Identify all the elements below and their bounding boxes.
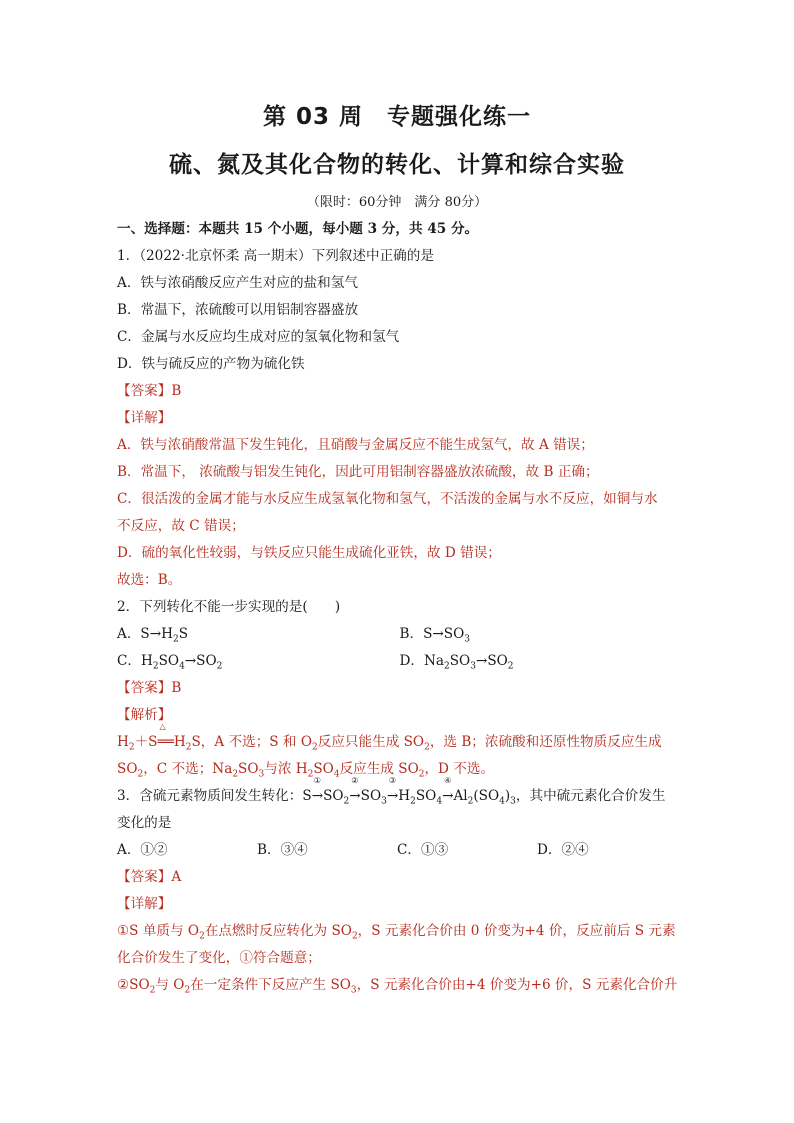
q1-conclusion: 故选：B。	[117, 572, 182, 588]
q3-detail-label: 【详解】	[117, 896, 172, 912]
heat-arrow-icon: △ ══	[157, 722, 174, 750]
q3-answer: 【答案】A	[117, 869, 182, 885]
title-line-2: 硫、氮及其化合物的转化、计算和综合实验	[169, 152, 625, 178]
q3-option-b: B．③④	[257, 842, 308, 858]
title-line-1: 第 03 周 专题强化练一	[262, 104, 532, 130]
q1-answer: 【答案】B	[117, 383, 182, 399]
reaction-arrow-icon: ④ →	[442, 776, 454, 804]
q1-detail-a: A．铁与浓硝酸常温下发生钝化，且硝酸与金属反应不能生成氢气，故 A 错误；	[117, 437, 594, 453]
q3-detail-1: ①S 单质与 $O_2$在点燃时反应转化为 $SO_2$，S 元素化合价由 0 价变为+4 价，反应前后 S 元素	[117, 923, 676, 942]
q1-option-c: C．金属与水反应均生成对应的氢氧化物和氢气	[117, 329, 400, 345]
q3-stem: 3．含硫元素物质间发生转化：S ① $\to SO_2$ ② $\to SO_3$ ③ $\to H_2SO_4$ ④ $\to Al_2(SO_4)_3$，其中硫元素化合价发生	[117, 783, 682, 810]
q2-options-row1	[117, 621, 682, 648]
q1-detail-b: B．常温下， 浓硫酸与铝发生钝化，因此可用铝制容器盛放浓硫酸，故 B 正确；	[117, 464, 599, 480]
q2-options-row2	[117, 648, 682, 675]
q2-option-b: B．$S\to SO_3$	[399, 626, 470, 645]
reaction-arrow-icon: ③ →	[386, 776, 399, 804]
q2-stem: 2．下列转化不能一步实现的是( )	[117, 599, 341, 615]
q1-option-a: A．铁与浓硝酸反应产生对应的盐和氢气	[117, 275, 358, 291]
q1-detail-label: 【详解】	[117, 410, 172, 426]
q1-detail-c-cont: 不反应，故 C 错误；	[117, 518, 245, 534]
section-heading: 一、选择题：本题共 15 个小题，每小题 3 分，共 45 分。	[117, 221, 479, 237]
reaction-arrow-icon: ② →	[349, 776, 361, 804]
q1-option-b: B．常温下，浓硫酸可以用铝制容器盛放	[117, 302, 359, 318]
content-body	[117, 216, 682, 999]
q2-answer: 【答案】B	[117, 680, 182, 696]
q3-options	[117, 837, 682, 864]
q2-option-a: A．$S\to H_2S$	[117, 626, 189, 645]
q1-detail-d: D．硫的氧化性较弱，与铁反应只能生成硫化亚铁，故 D 错误；	[117, 545, 501, 561]
q3-detail-2: $②SO_2$与 $O_2$在一定条件下反应产生 $SO_3$，S 元素化合价由+4 价变为+6 价，S 元素化合价升	[117, 977, 678, 996]
q1-detail-c: C．很活泼的金属才能与水反应生成氢氧化物和氢气，不活泼的金属与水不反应，如铜与水	[117, 491, 658, 507]
q2-analysis-label: 【解析】	[117, 707, 172, 723]
reaction-arrow-icon: ① →	[311, 776, 324, 804]
q2-analysis-line1: $H_2+S$ △ $══H_2S$，A 不选；S 和 $O_2$反应只能生成 $SO_2$，选 B；浓硫酸和还原性物质反应生成	[117, 729, 682, 756]
q1-option-d: D．铁与硫反应的产物为硫化铁	[117, 356, 305, 372]
q3-detail-1-cont: 化合价发生了变化，①符合题意；	[117, 950, 321, 966]
q2-option-c: C．$H_2SO_4\to SO_2$	[117, 653, 223, 672]
q3-stem-line2: 变化的是	[117, 815, 172, 831]
q1-stem: 1．（2022·北京怀柔 高一期末）下列叙述中正确的是	[117, 248, 434, 264]
time-limit: （限时：60分钟 满分 80分）	[306, 195, 488, 210]
q3-option-d: D．②④	[537, 842, 589, 858]
q3-option-c: C．①③	[397, 842, 449, 858]
q2-analysis-line2: $SO_2$，C 不选；$Na_2SO_3$与浓 $H_2SO_4$反应生成 $SO_2$，D 不选。	[117, 761, 495, 780]
q3-option-a: A．①②	[117, 842, 168, 858]
q2-option-d: D．$Na_2SO_3\to SO_2$	[399, 653, 514, 672]
